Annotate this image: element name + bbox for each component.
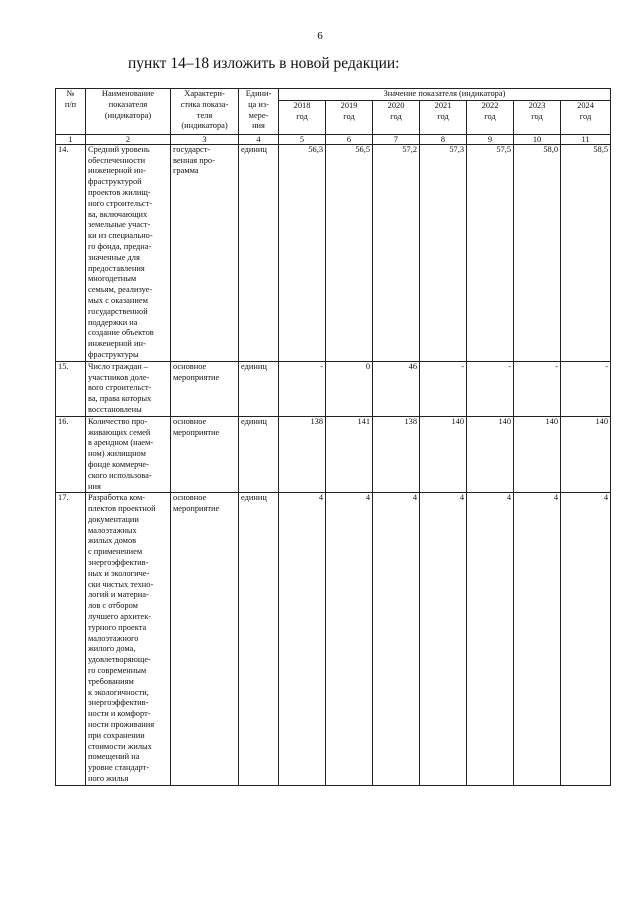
indicator-value: 4: [561, 493, 611, 786]
row-number: 17.: [56, 493, 86, 786]
indicator-value: 46: [373, 361, 420, 416]
indicator-value: 56,3: [279, 144, 326, 361]
header-year-2021: 2021 год: [420, 100, 467, 134]
header-year-2020: 2020 год: [373, 100, 420, 134]
indicator-value: -: [467, 361, 514, 416]
indicator-value: 140: [561, 416, 611, 493]
indicator-value: 4: [373, 493, 420, 786]
indicator-name: Количество про- живающих семей в арендном (наем- ном) жилищном фонде коммерче- ского использова- ния: [86, 416, 171, 493]
indicator-value: 138: [279, 416, 326, 493]
header-year-2022: 2022 год: [467, 100, 514, 134]
indicator-value: 140: [420, 416, 467, 493]
header-unit: Едини- ца из- мере- ния: [239, 89, 279, 135]
indicator-value: -: [561, 361, 611, 416]
header-year-2024: 2024 год: [561, 100, 611, 134]
indicator-characteristic: основное мероприятие: [171, 361, 239, 416]
indicator-characteristic: основное мероприятие: [171, 493, 239, 786]
table-row: [56, 361, 611, 416]
header-year-2018: 2018 год: [279, 100, 326, 134]
column-index: 2: [86, 134, 171, 144]
indicator-unit: единиц: [239, 144, 279, 361]
header-name: Наименование показателя (индикатора): [86, 89, 171, 135]
indicator-value: -: [420, 361, 467, 416]
header-year-2019: 2019 год: [326, 100, 373, 134]
indicator-characteristic: основное мероприятие: [171, 416, 239, 493]
indicator-name: Средний уровень обеспеченности инженерной ин- фраструктурой проектов жилищ- ного строительст- ва, включающих земельные участ- ки из специально- го фонда, предна- значенные для предоставления многодетным семьям, реализуе- мых с оказанием государственной поддержки на создание объектов инженерной ин- фраструктуры: [86, 144, 171, 361]
indicator-name: Разработка ком- плектов проектной документации малоэтажных жилых домов с применением энергоэффектив- ных и экологиче- ски чистых техно- логий и материа- лов с отбором лучшего архитек- турного проекта малоэтажного жилого дома, удовлетворяюще- го современным требованиям к экологичности, энергоэффектив- ности и комфорт- ности проживания при сохранении стоимости жилых помещений на уровне стандарт- ного жилья: [86, 493, 171, 786]
indicator-value: -: [279, 361, 326, 416]
column-index: 4: [239, 134, 279, 144]
indicator-value: 56,5: [326, 144, 373, 361]
indicator-value: 0: [326, 361, 373, 416]
indicator-unit: единиц: [239, 416, 279, 493]
indicator-value: 4: [279, 493, 326, 786]
header-characteristic: Характери- стика показа- теля (индикатора): [171, 89, 239, 135]
header-year-2023: 2023 год: [514, 100, 561, 134]
indicator-value: 57,5: [467, 144, 514, 361]
indicator-value: 4: [514, 493, 561, 786]
indicator-value: 4: [467, 493, 514, 786]
indicator-value: 4: [420, 493, 467, 786]
column-index: 10: [514, 134, 561, 144]
section-heading: пункт 14–18 изложить в новой редакции:: [128, 55, 400, 72]
indicator-unit: единиц: [239, 361, 279, 416]
indicator-value: 138: [373, 416, 420, 493]
page-number: 6: [317, 30, 323, 42]
table-row: [56, 144, 611, 361]
row-number: 14.: [56, 144, 86, 361]
indicator-value: 141: [326, 416, 373, 493]
row-number: 15.: [56, 361, 86, 416]
column-index: 5: [279, 134, 326, 144]
column-index: 9: [467, 134, 514, 144]
indicator-value: 57,2: [373, 144, 420, 361]
column-index: 11: [561, 134, 611, 144]
indicator-unit: единиц: [239, 493, 279, 786]
column-index: 6: [326, 134, 373, 144]
indicator-value: 4: [326, 493, 373, 786]
indicator-value: 57,3: [420, 144, 467, 361]
indicator-table: [55, 88, 611, 786]
header-num: № п/п: [56, 89, 86, 135]
indicator-value: 140: [514, 416, 561, 493]
header-values-group: Значение показателя (индикатора): [279, 89, 611, 101]
column-index: 7: [373, 134, 420, 144]
column-index: 3: [171, 134, 239, 144]
indicator-value: 140: [467, 416, 514, 493]
column-index: 8: [420, 134, 467, 144]
indicator-characteristic: государст- венная про- грамма: [171, 144, 239, 361]
indicator-name: Число граждан – участников доле- вого строительст- ва, права которых восстановлены: [86, 361, 171, 416]
indicator-value: 58,0: [514, 144, 561, 361]
row-number: 16.: [56, 416, 86, 493]
indicator-value: -: [514, 361, 561, 416]
indicator-value: 58,5: [561, 144, 611, 361]
table-row: [56, 493, 611, 786]
column-index: 1: [56, 134, 86, 144]
table-row: [56, 416, 611, 493]
